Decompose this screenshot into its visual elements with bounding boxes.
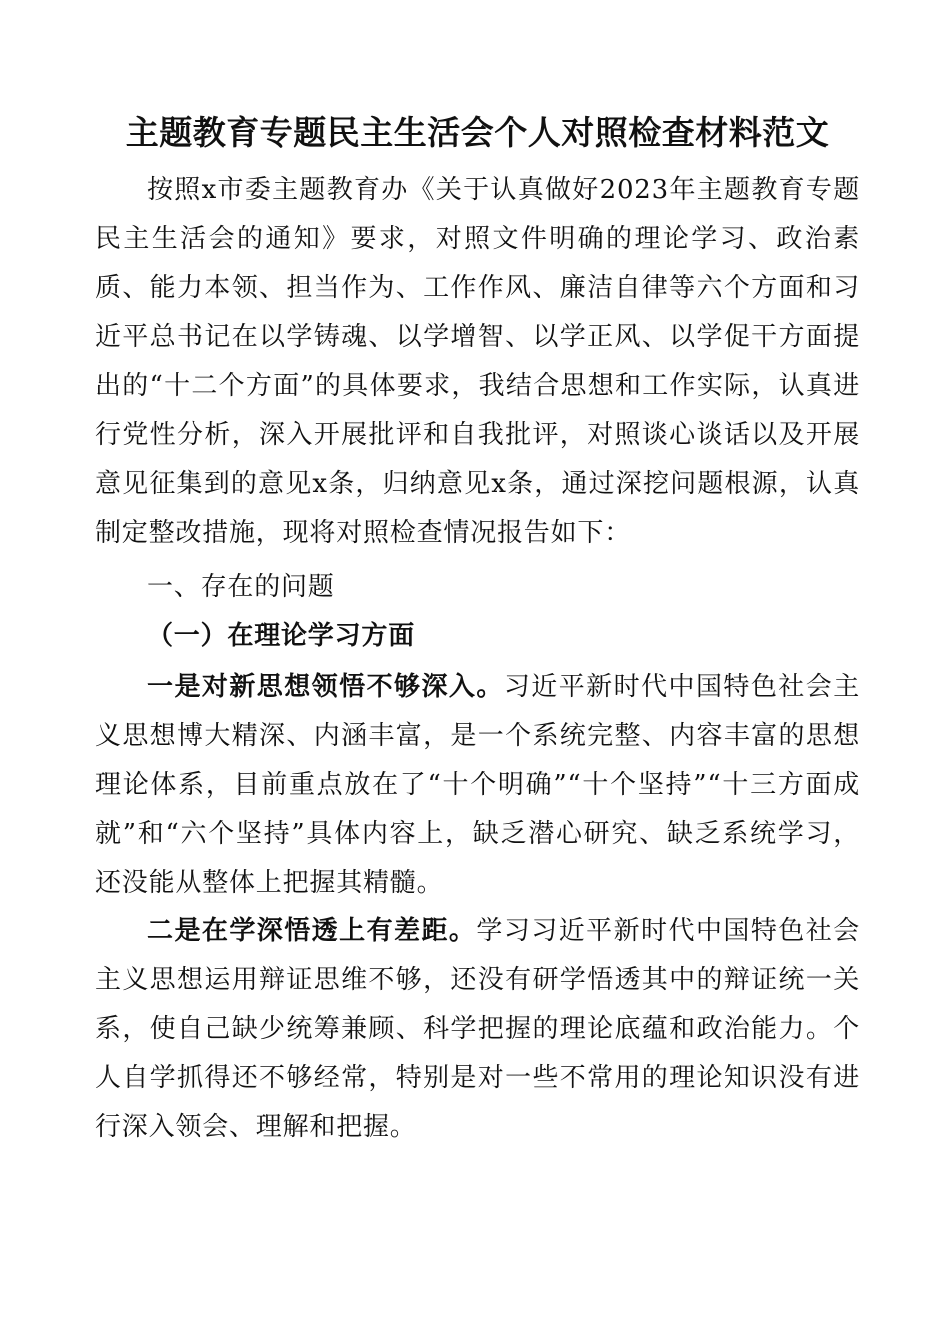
problem-item-1 [95,663,860,908]
problem-item-1-lead: 一是对新思想领悟不够深入。 [147,672,504,702]
problem-item-2-text: 学习习近平新时代中国特色社会主义思想运用辩证思维不够，还没有研学悟透其中的辩证统一关系，使自己缺少统筹兼顾、科学把握的理论底蕴和政治能力。个人自学抓得还不够经常，特别是对一些不常用的理论知识没有进行深入领会、理解和把握。 [95,916,860,1142]
document-title: 主题教育专题民主生活会个人对照检查材料范文 [125,113,830,152]
section-heading-problems: 一、存在的问题 [147,572,335,602]
subsection-heading-theory-study: （一）在理论学习方面 [147,621,416,651]
problem-item-2 [95,907,860,1152]
problem-item-2-lead: 二是在学深悟透上有差距。 [147,916,477,946]
intro-paragraph: 按照x市委主题教育办《关于认真做好2023年主题教育专题民主生活会的通知》要求，对照文件明确的理论学习、政治素质、能力本领、担当作为、工作作风、廉洁自律等六个方面和习近平总书记在以学铸魂、以学增智、以学正风、以学促干方面提出的“十二个方面”的具体要求，我结合思想和工作实际，认真进行党性分析，深入开展批评和自我批评，对照谈心谈话以及开展意见征集到的意见x条，归纳意见x条，通过深挖问题根源，认真制定整改措施，现将对照检查情况报告如下： [95,175,860,548]
problem-item-1-text: 习近平新时代中国特色社会主义思想博大精深、内涵丰富，是一个系统完整、内容丰富的思想理论体系，目前重点放在了“十个明确”“十个坚持”“十三方面成就”和“六个坚持”具体内容上，缺乏潜心研究、缺乏系统学习，还没能从整体上把握其精髓。 [95,672,860,898]
